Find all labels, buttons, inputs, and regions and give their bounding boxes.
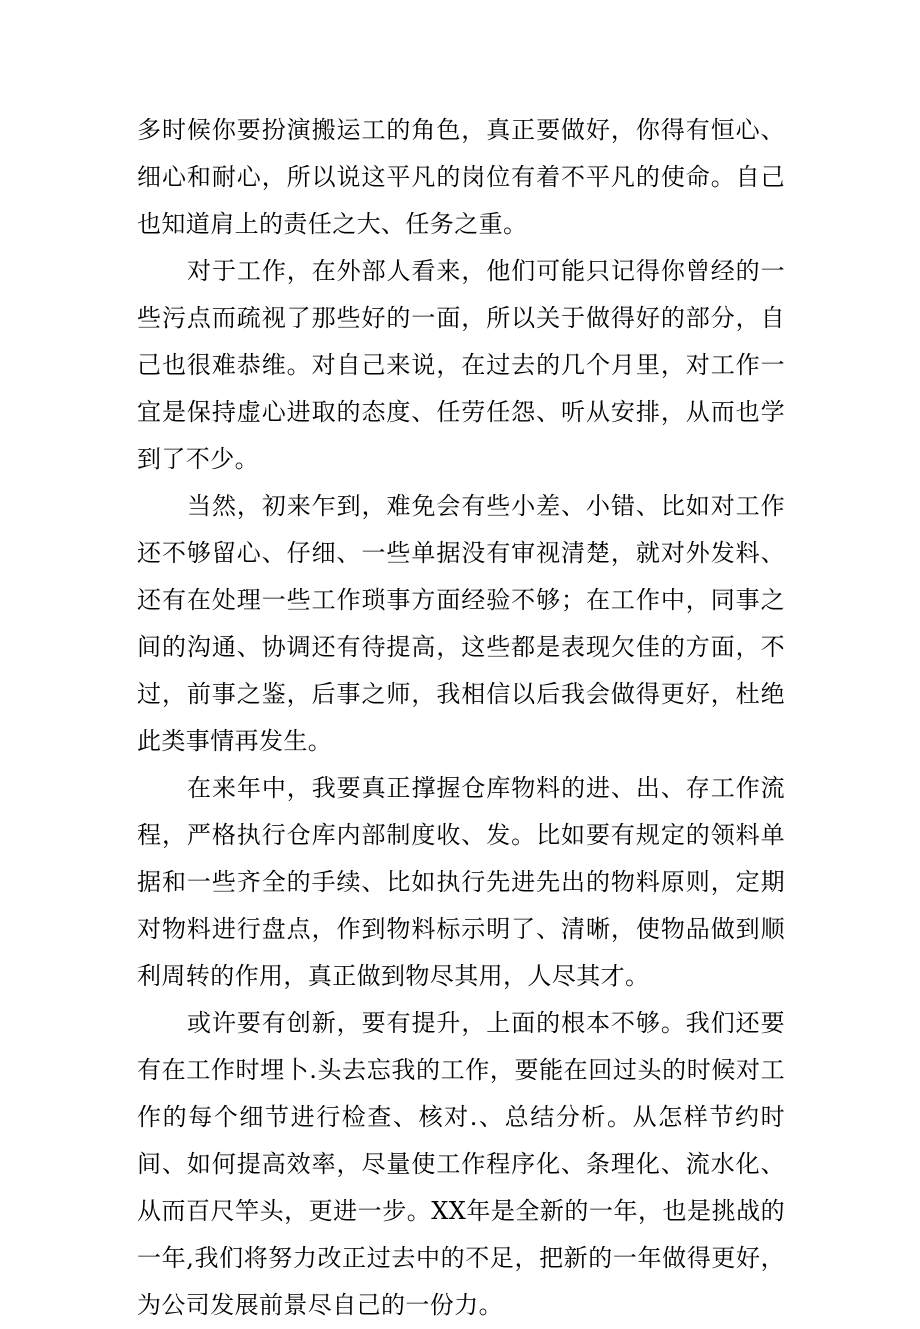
paragraph-1: 多时候你要扮演搬运工的角色，真正要做好，你得有恒心、细心和耐心，所以说这平凡的岗位有着不平凡的使命。自己也知道肩上的责任之大、任务之重。 (137, 116, 785, 238)
paragraph-2: 对于工作，在外部人看来，他们可能只记得你曾经的一些污点而疏视了那些好的一面，所以关于做得好的部分，自己也很难恭维。对自己来说，在过去的几个月里，对工作一宜是保持虚心进取的态度、任劳任怨、听从安排，从而也学到了不少。 (137, 257, 785, 473)
paragraph-5: 或许要有创新，要有提升，上面的根本不够。我们还要有在工作时埋卜.头去忘我的工作，要能在回过头的时候对工作的每个细节进行检查、核对.、总结分析。从怎样节约时间、如何提高效率，尽量使工作程序化、条理化、流水化、从而百尺竿头，更进一步。XX年是全新的一年，也是挑战的一年,我们将努力改正过去中的不足，把新的一年做得更好，为公司发展前景尽自己的一份力。 (137, 1009, 785, 1319)
paragraph-3: 当然，初来乍到，难免会有些小差、小错、比如对工作还不够留心、仔细、一些单据没有审视清楚，就对外发料、还有在处理一些工作琐事方面经验不够；在工作中，同事之间的沟通、协调还有待提高，这些都是表现欠佳的方面，不过，前事之鉴，后事之师，我相信以后我会做得更好，杜绝此类事情再发生。 (137, 492, 785, 755)
document-page (137, 107, 785, 1329)
paragraph-4: 在来年中，我要真正撑握仓库物料的进、出、存工作流程，严格执行仓库内部制度收、发。比如要有规定的领料单据和一些齐全的手续、比如执行先进先出的物料原则，定期对物料进行盘点，作到物料标示明了、清晰，使物品做到顺利周转的作用，真正做到物尽其用，人尽其才。 (137, 774, 785, 990)
